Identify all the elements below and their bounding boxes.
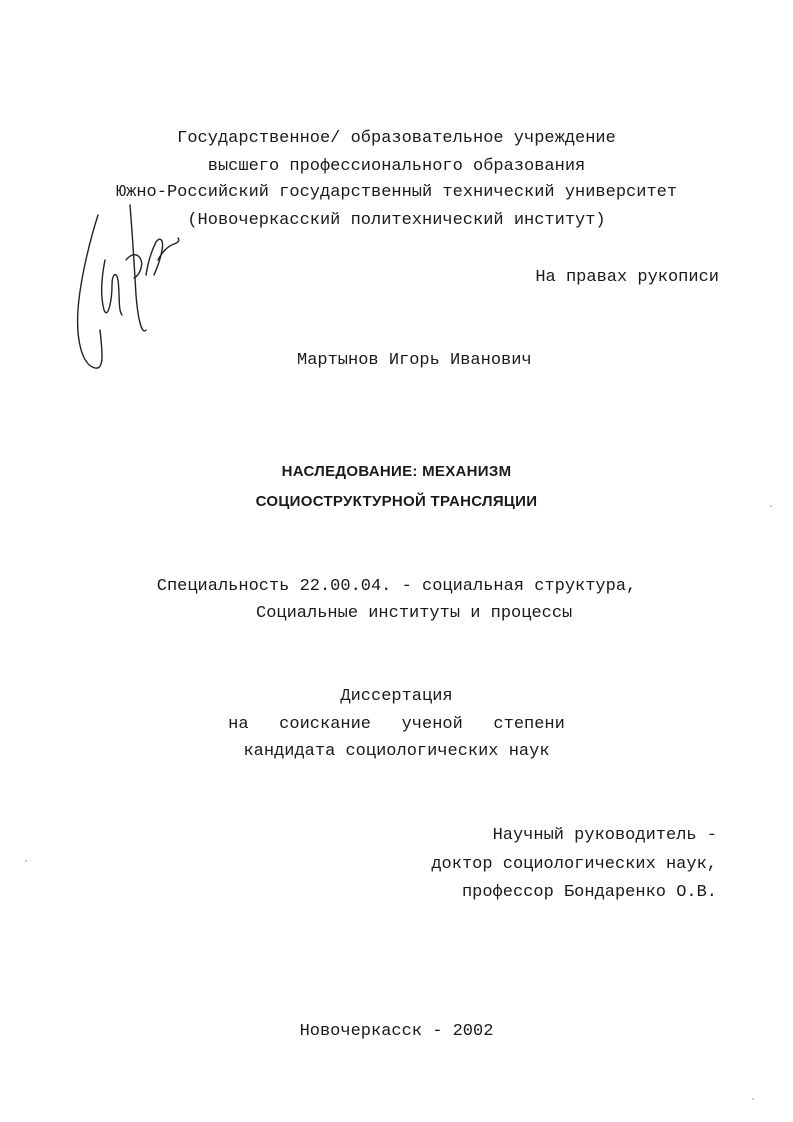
dissertation-line-2: на соискание ученой степени xyxy=(228,715,565,734)
manuscript-note: На правах рукописи xyxy=(535,268,719,287)
title-line-1: НАСЛЕДОВАНИЕ: МЕХАНИЗМ xyxy=(281,463,512,480)
author-name: Мартынов Игорь Иванович xyxy=(297,351,532,370)
scan-speck xyxy=(770,505,772,507)
scan-speck xyxy=(752,1098,754,1100)
title-line-2: СОЦИОСТРУКТУРНОЙ ТРАНСЛЯЦИИ xyxy=(255,493,538,510)
institution-line-1: Государственное/ образовательное учреждение xyxy=(177,129,616,148)
dissertation-line-1: Диссертация xyxy=(340,687,453,706)
specialty-line-2: Социальные институты и процессы xyxy=(256,604,573,623)
supervisor-line-1: Научный руководитель - xyxy=(492,826,717,845)
supervisor-line-2: доктор социологических наук, xyxy=(431,855,717,874)
institution-line-3: Южно-Российский государственный технический университет xyxy=(115,183,678,202)
supervisor-line-3: профессор Бондаренко О.В. xyxy=(461,883,717,902)
footer-city-year: Новочеркасск - 2002 xyxy=(299,1022,494,1041)
specialty-line-1: Специальность 22.00.04. - социальная структура, xyxy=(156,577,637,596)
scan-speck xyxy=(25,860,27,862)
dissertation-line-3: кандидата социологических наук xyxy=(243,742,550,761)
institution-line-4: (Новочеркасский политехнический институт) xyxy=(187,211,606,230)
institution-line-2: высшего профессионального образования xyxy=(207,157,586,176)
